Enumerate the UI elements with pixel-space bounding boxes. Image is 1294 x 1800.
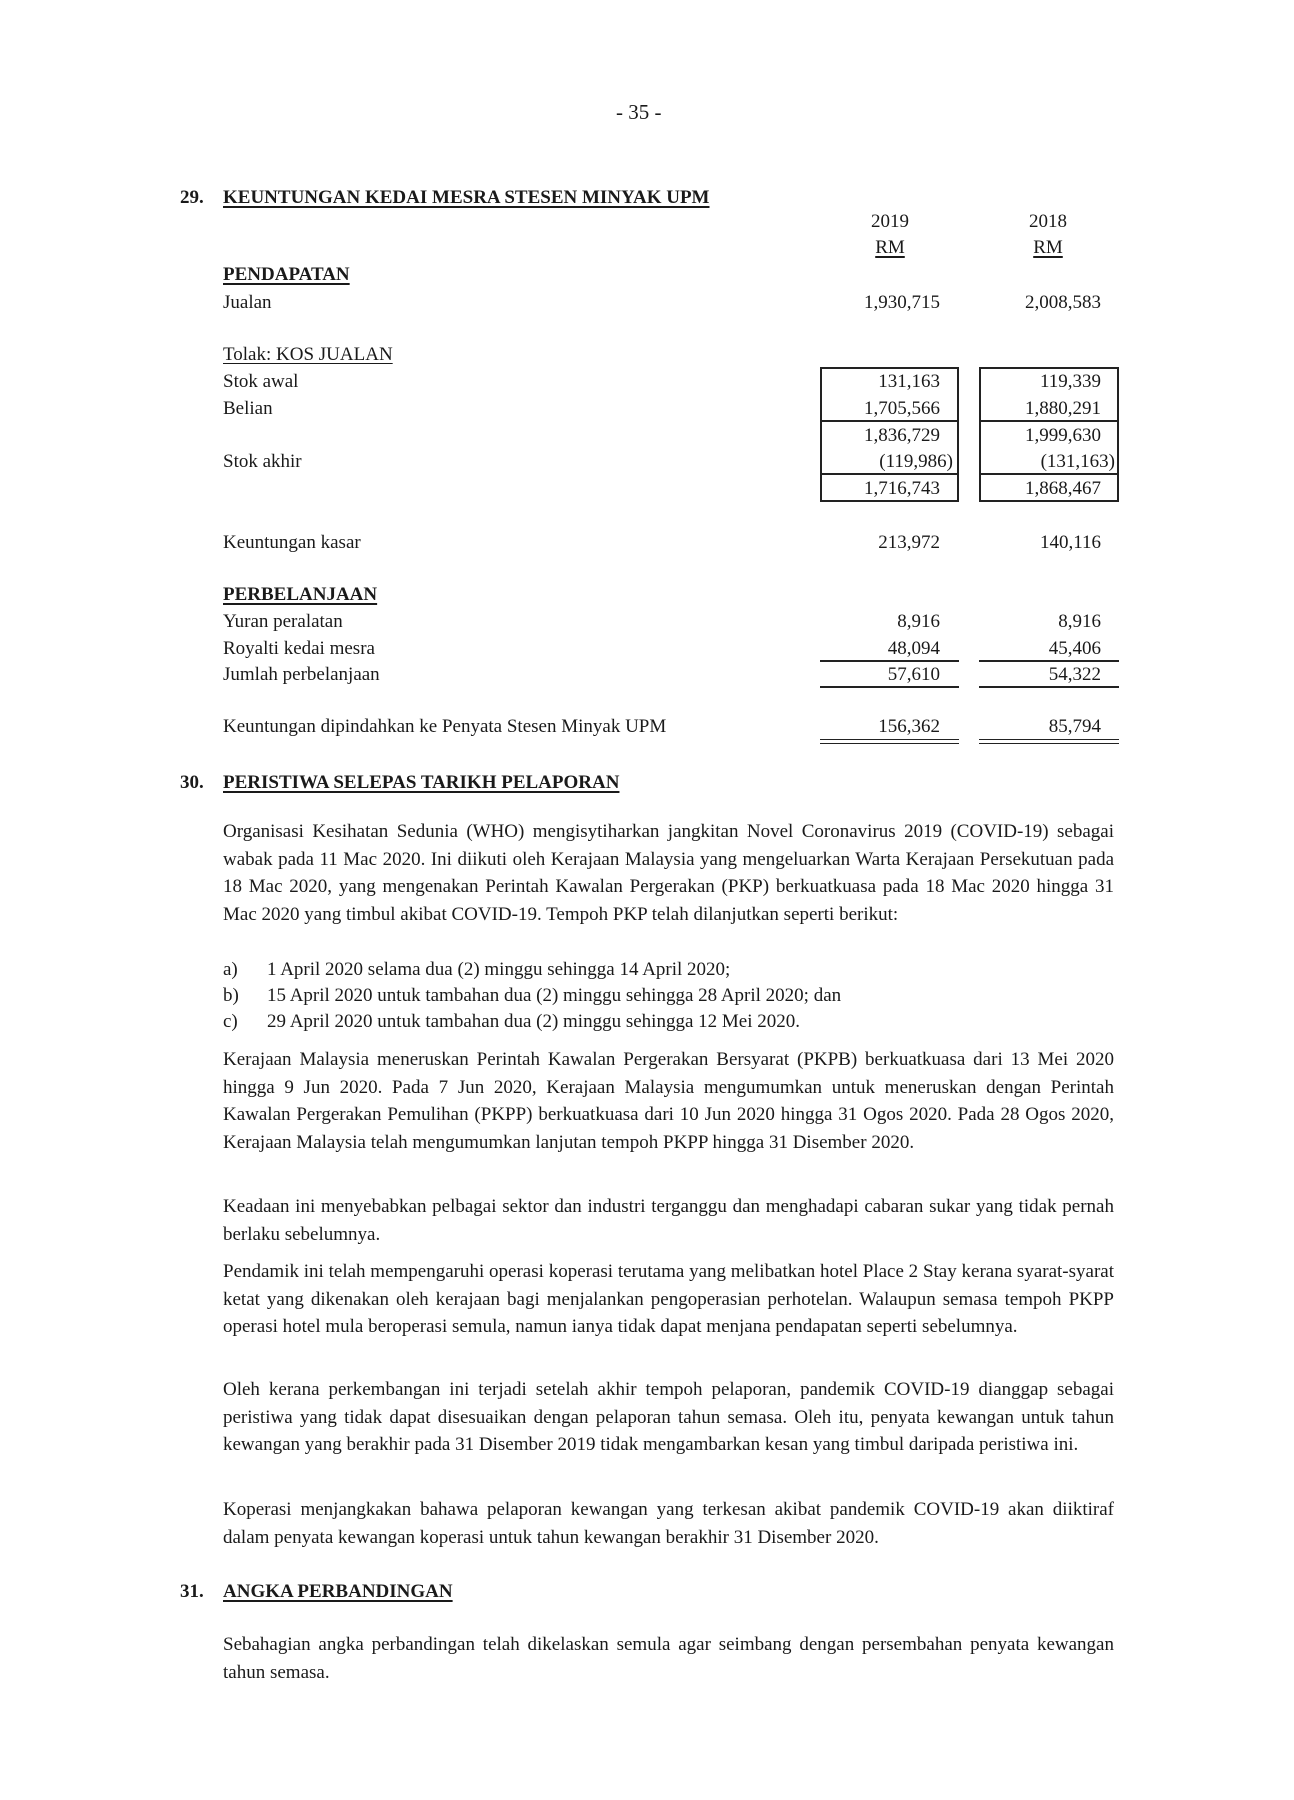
yuran-label: Yuran peralatan bbox=[223, 611, 343, 632]
perbelanjaan-heading: PERBELANJAAN bbox=[223, 584, 378, 605]
list-item-text: 29 April 2020 untuk tambahan dua (2) minggu sehingga 12 Mei 2020. bbox=[267, 1011, 800, 1032]
total-rule bbox=[979, 686, 1119, 688]
royalti-label: Royalti kedai mesra bbox=[223, 638, 375, 659]
kos-jualan-total-2019: 1,716,743 bbox=[864, 478, 940, 499]
keuntungan-dipindahkan-2019: 156,362 bbox=[878, 716, 940, 737]
yuran-2019: 8,916 bbox=[897, 611, 940, 632]
belian-2018: 1,880,291 bbox=[1025, 398, 1101, 419]
section-30-title: PERISTIWA SELEPAS TARIKH PELAPORAN bbox=[223, 772, 620, 793]
jualan-label: Jualan bbox=[223, 292, 272, 313]
section-31-title: ANGKA PERBANDINGAN bbox=[223, 1581, 453, 1602]
subtotal-2018: 1,999,630 bbox=[1025, 425, 1101, 446]
double-underline bbox=[979, 739, 1119, 744]
jualan-2018: 2,008,583 bbox=[1025, 292, 1101, 313]
pkp-extension-list bbox=[223, 957, 1114, 1035]
column-year-2019: 2019 bbox=[871, 211, 909, 232]
section-30-paragraph-5: Oleh kerana perkembangan ini terjadi setelah akhir tempoh pelaporan, pandemik COVID-19 dianggap sebagai peristiwa yang tidak dapat disesuaikan dengan pelaporan tahun semasa. Oleh itu, penyata kewangan untuk tahun kewangan yang berakhir pada 31 Disember 2019 tidak mengambarkan kesan yang timbul daripada peristiwa ini. bbox=[223, 1379, 1114, 1455]
stok-awal-label: Stok awal bbox=[223, 371, 299, 392]
cost-box-divider bbox=[820, 420, 959, 422]
jumlah-2018: 54,322 bbox=[1048, 664, 1101, 685]
stok-akhir-2019: (119,986) bbox=[879, 451, 953, 472]
section-30-paragraph-3: Keadaan ini menyebabkan pelbagai sektor dan industri terganggu dan menghadapi cabaran sukar yang tidak pernah berlaku sebelumnya. bbox=[223, 1196, 1114, 1245]
kos-jualan-heading: Tolak: KOS JUALAN bbox=[223, 344, 393, 365]
page-number: - 35 - bbox=[616, 100, 662, 124]
subtotal-2019: 1,836,729 bbox=[864, 425, 940, 446]
total-rule bbox=[820, 686, 959, 688]
royalti-2019: 48,094 bbox=[887, 638, 940, 659]
stok-awal-2019: 131,163 bbox=[878, 371, 940, 392]
subtotal-rule bbox=[820, 660, 959, 662]
stok-akhir-2018: (131,163) bbox=[1040, 451, 1115, 472]
list-item-label: a) bbox=[223, 959, 238, 980]
jumlah-2019: 57,610 bbox=[887, 664, 940, 685]
belian-2019: 1,705,566 bbox=[864, 398, 940, 419]
keuntungan-kasar-label: Keuntungan kasar bbox=[223, 532, 361, 553]
section-29-number: 29. bbox=[180, 187, 204, 208]
royalti-2018: 45,406 bbox=[1048, 638, 1101, 659]
section-31-paragraph-1: Sebahagian angka perbandingan telah dikelaskan semula agar seimbang dengan persembahan penyata kewangan tahun semasa. bbox=[223, 1634, 1114, 1683]
column-year-2018: 2018 bbox=[1029, 211, 1067, 232]
list-item-label: b) bbox=[223, 985, 239, 1006]
column-unit-2019: RM bbox=[875, 237, 905, 258]
cost-box-divider bbox=[979, 420, 1119, 422]
keuntungan-kasar-2018: 140,116 bbox=[1039, 532, 1101, 553]
list-item-text: 1 April 2020 selama dua (2) minggu sehingga 14 April 2020; bbox=[267, 959, 731, 980]
yuran-2018: 8,916 bbox=[1058, 611, 1101, 632]
subtotal-rule bbox=[979, 660, 1119, 662]
jualan-2019: 1,930,715 bbox=[864, 292, 940, 313]
section-30-paragraph-6: Koperasi menjangkakan bahawa pelaporan kewangan yang terkesan akibat pandemik COVID-19 akan diiktiraf dalam penyata kewangan koperasi untuk tahun kewangan berakhir 31 Disember 2020. bbox=[223, 1499, 1114, 1548]
list-item bbox=[223, 983, 1114, 1009]
section-29-title: KEUNTUNGAN KEDAI MESRA STESEN MINYAK UPM bbox=[223, 187, 710, 208]
pendapatan-heading: PENDAPATAN bbox=[223, 264, 350, 285]
column-unit-2018: RM bbox=[1033, 237, 1063, 258]
list-item bbox=[223, 957, 1114, 983]
belian-label: Belian bbox=[223, 398, 273, 419]
jumlah-label: Jumlah perbelanjaan bbox=[223, 664, 380, 685]
keuntungan-dipindahkan-2018: 85,794 bbox=[1048, 716, 1101, 737]
kos-jualan-total-2018: 1,868,467 bbox=[1025, 478, 1101, 499]
stok-awal-2018: 119,339 bbox=[1039, 371, 1101, 392]
stok-akhir-label: Stok akhir bbox=[223, 451, 302, 472]
section-30-paragraph-2: Kerajaan Malaysia meneruskan Perintah Kawalan Pergerakan Bersyarat (PKPB) berkuatkuasa dari 13 Mei 2020 hingga 9 Jun 2020. Pada 7 Jun 2020, Kerajaan Malaysia mengumumkan untuk meneruskan dengan Perintah Kawalan Pergerakan Pemulihan (PKPP) berkuatkuasa dari 10 Jun 2020 hingga 31 Ogos 2020. Pada 28 Ogos 2020, Kerajaan Malaysia telah mengumumkan lanjutan tempoh PKPP hingga 31 Disember 2020. bbox=[223, 1049, 1114, 1153]
section-30-paragraph-1: Organisasi Kesihatan Sedunia (WHO) mengisytiharkan jangkitan Novel Coronavirus 2019 (COVID-19) sebagai wabak pada 11 Mac 2020. Ini diikuti oleh Kerajaan Malaysia yang mengeluarkan Warta Kerajaan Persekutuan pada 18 Mac 2020, yang mengenakan Perintah Kawalan Pergerakan (PKP) berkuatkuasa pada 18 Mac 2020 hingga 31 Mac 2020 yang timbul akibat COVID-19. Tempoh PKP telah dilanjutkan seperti berikut: bbox=[223, 821, 1114, 925]
list-item bbox=[223, 1009, 1114, 1035]
list-item-text: 15 April 2020 untuk tambahan dua (2) minggu sehingga 28 April 2020; dan bbox=[267, 985, 842, 1006]
double-underline bbox=[820, 739, 959, 744]
cost-box-divider bbox=[979, 473, 1119, 475]
cost-box-divider bbox=[820, 473, 959, 475]
section-30-paragraph-4: Pendamik ini telah mempengaruhi operasi koperasi terutama yang melibatkan hotel Place 2 Stay kerana syarat-syarat ketat yang dikenakan oleh kerajaan bagi menjalankan pengoperasian perhotelan. Walaupun semasa tempoh PKPP operasi hotel mula beroperasi semula, namun ianya tidak dapat menjana pendapatan seperti sebelumnya. bbox=[223, 1261, 1114, 1337]
keuntungan-kasar-2019: 213,972 bbox=[878, 532, 940, 553]
keuntungan-dipindahkan-label: Keuntungan dipindahkan ke Penyata Stesen Minyak UPM bbox=[223, 716, 667, 737]
section-30-number: 30. bbox=[180, 772, 204, 793]
list-item-label: c) bbox=[223, 1011, 238, 1032]
section-31-number: 31. bbox=[180, 1581, 204, 1602]
